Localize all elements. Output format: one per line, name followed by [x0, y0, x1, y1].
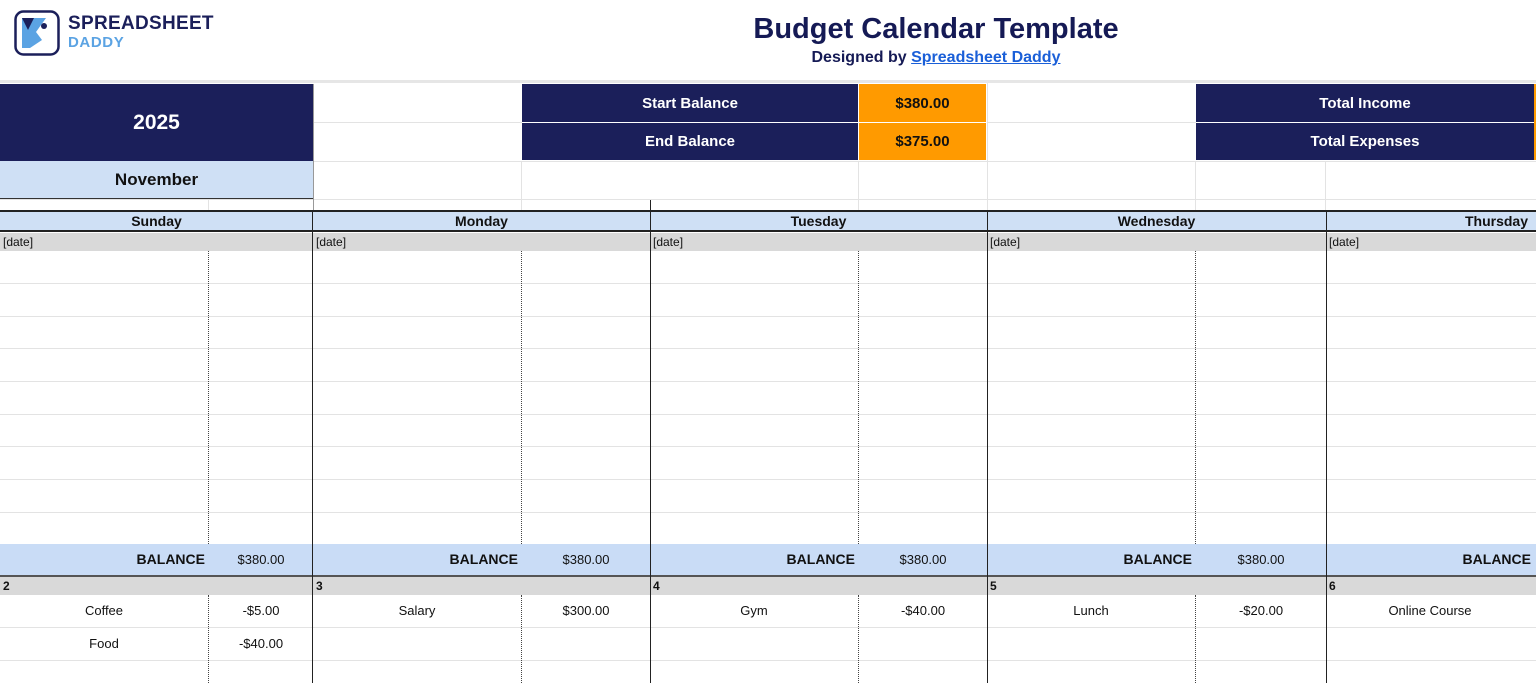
gridline [1195, 161, 1196, 210]
gridline [0, 381, 1536, 382]
column-divider-dotted [208, 251, 209, 544]
balance-label: BALANCE [1462, 551, 1531, 567]
entry-name[interactable]: Salary [398, 603, 436, 618]
entry-amount[interactable]: -$5.00 [242, 603, 280, 618]
gridline [313, 122, 522, 123]
balance-label: BALANCE [136, 551, 205, 567]
date-cell[interactable]: 6 [1326, 577, 1536, 595]
date-cell[interactable]: 2 [0, 577, 313, 595]
gridline [0, 199, 1536, 200]
balance-label: BALANCE [449, 551, 518, 567]
author-link[interactable]: Spreadsheet Daddy [911, 49, 1061, 66]
entry-name[interactable]: Food [89, 636, 119, 651]
column-divider [312, 210, 313, 683]
gridline [313, 161, 1536, 162]
balance-label: BALANCE [1123, 551, 1192, 567]
balance-value[interactable]: $380.00 [899, 552, 947, 567]
column-divider-dotted [521, 595, 522, 683]
end-balance-value[interactable]: $375.00 [859, 123, 986, 160]
entry-name[interactable]: Online Course [1388, 603, 1472, 618]
page-subtitle [0, 49, 1536, 67]
gridline [0, 446, 1536, 447]
end-balance-label: End Balance [522, 123, 858, 160]
gridline [0, 660, 1536, 661]
gridline [0, 316, 1536, 317]
gridline [0, 479, 1536, 480]
gridline [1325, 161, 1326, 210]
day-header-tuesday: Tuesday [650, 210, 987, 232]
designed-by-text: Designed by [811, 49, 907, 66]
entry-amount[interactable]: -$20.00 [1238, 603, 1284, 618]
date-cell[interactable]: 4 [650, 577, 987, 595]
gridline [521, 161, 522, 210]
day-header-sunday: Sunday [0, 210, 313, 232]
date-cell[interactable]: 3 [313, 577, 650, 595]
column-divider-dotted [1195, 251, 1196, 544]
header-divider [0, 80, 1536, 83]
date-cell[interactable]: [date] [1326, 233, 1536, 251]
column-divider [650, 200, 651, 683]
start-balance-label: Start Balance [522, 84, 858, 122]
balance-value[interactable]: $380.00 [1237, 552, 1285, 567]
column-divider [313, 84, 314, 210]
entry-amount[interactable]: $300.00 [562, 603, 610, 618]
month-cell[interactable]: November [0, 161, 313, 199]
logo-text-primary: SPREADSHEET [68, 13, 214, 34]
column-divider-dotted [208, 595, 209, 683]
column-divider-dotted [858, 595, 859, 683]
gridline [987, 122, 1196, 123]
entry-name[interactable]: Coffee [84, 603, 124, 618]
column-divider [987, 210, 988, 683]
gridline [987, 83, 988, 210]
column-divider-dotted [521, 251, 522, 544]
gridline [0, 414, 1536, 415]
gridline [0, 283, 1536, 284]
column-divider [1326, 210, 1327, 683]
balance-label: BALANCE [786, 551, 855, 567]
year-cell[interactable]: 2025 [0, 84, 313, 161]
entry-amount[interactable]: -$40.00 [900, 603, 946, 618]
day-header-wednesday: Wednesday [987, 210, 1326, 232]
total-income-label: Total Income [1196, 84, 1534, 122]
entry-name[interactable]: Lunch [1073, 603, 1109, 618]
start-balance-value[interactable]: $380.00 [859, 84, 986, 122]
total-expenses-label: Total Expenses [1196, 123, 1534, 160]
gridline [0, 512, 1536, 513]
date-cell[interactable]: [date] [987, 233, 1326, 251]
date-cell[interactable]: [date] [313, 233, 650, 251]
column-divider-dotted [858, 251, 859, 544]
balance-value[interactable]: $380.00 [562, 552, 610, 567]
date-cell[interactable]: 5 [987, 577, 1326, 595]
day-header-thursday: Thursday [1326, 210, 1536, 232]
date-cell[interactable]: [date] [650, 233, 987, 251]
entry-amount[interactable]: -$40.00 [238, 636, 284, 651]
gridline [208, 199, 209, 210]
day-header-monday: Monday [313, 210, 650, 232]
date-cell[interactable]: [date] [0, 233, 313, 251]
balance-value[interactable]: $380.00 [237, 552, 285, 567]
entry-name[interactable]: Gym [740, 603, 768, 618]
balance-row [0, 544, 1536, 577]
gridline [0, 348, 1536, 349]
page-title: Budget Calendar Template [753, 13, 1119, 45]
column-divider-dotted [1195, 595, 1196, 683]
logo-text-secondary: DADDY [68, 34, 125, 51]
gridline [858, 161, 859, 210]
